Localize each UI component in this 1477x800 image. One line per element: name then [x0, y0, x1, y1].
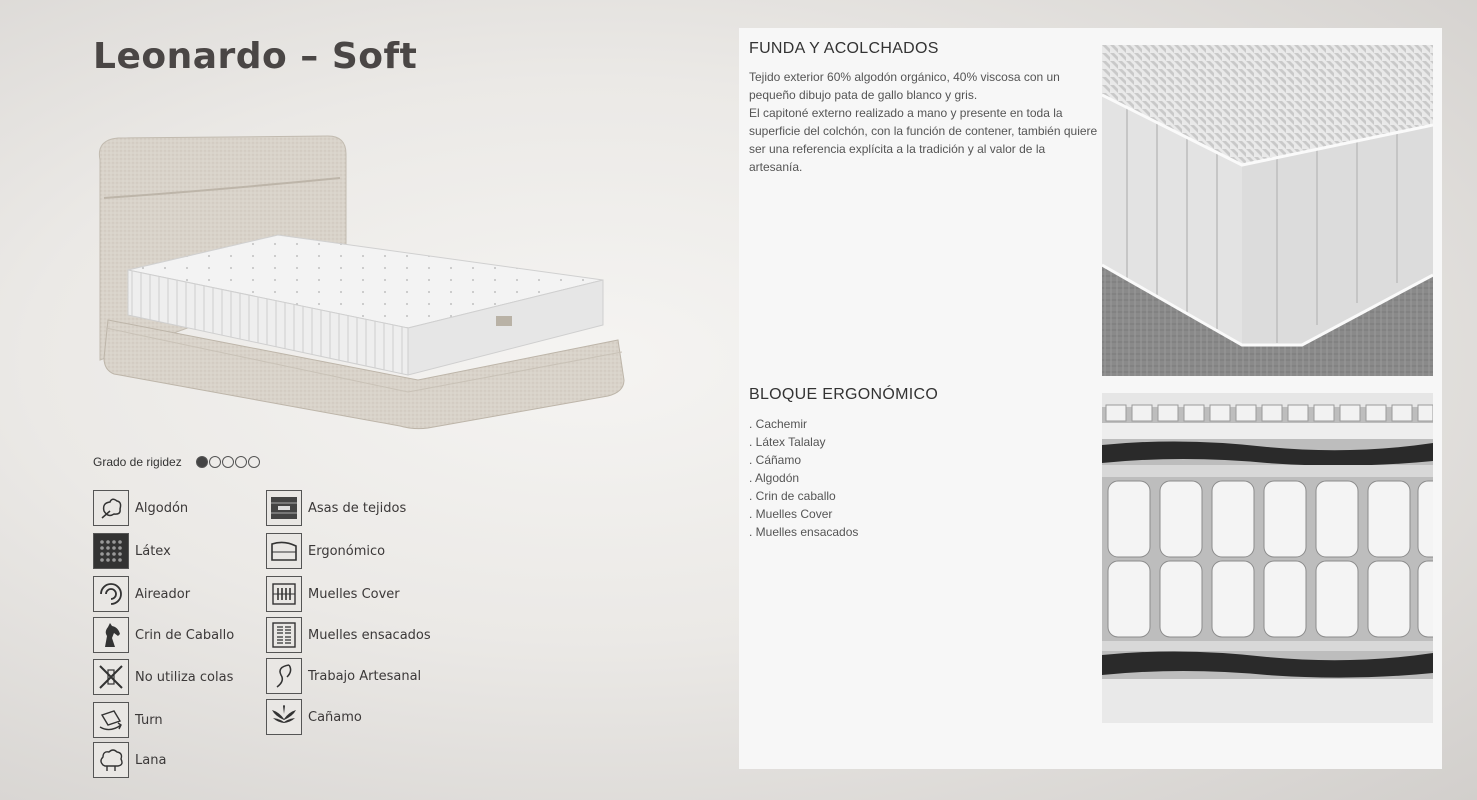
details-panel [739, 28, 1442, 769]
list-item: . Látex Talalay [749, 435, 826, 449]
ergonomic-block-photo [1102, 393, 1433, 723]
feature-latex: Látex [93, 533, 171, 569]
block-section-title: BLOQUE ERGONÓMICO [749, 386, 939, 403]
cover-springs-icon [266, 576, 302, 612]
cotton-icon [93, 490, 129, 526]
rigidity-dot [222, 456, 234, 468]
product-title: Leonardo – Soft [93, 36, 418, 77]
pocket-springs-icon [266, 617, 302, 653]
handcraft-icon [266, 658, 302, 694]
cover-section-title: FUNDA Y ACOLCHADOS [749, 40, 939, 57]
list-item: . Algodón [749, 471, 800, 485]
bed-image [88, 130, 638, 450]
feature-lana: Lana [93, 742, 166, 778]
rigidity-dot [235, 456, 247, 468]
list-item: . Cachemir [749, 417, 808, 431]
feature-crin: Crin de Caballo [93, 617, 234, 653]
turn-icon [93, 702, 129, 738]
feature-aireador: Aireador [93, 576, 190, 612]
handles-icon [266, 490, 302, 526]
rigidity-label: Grado de rigidez [93, 455, 182, 469]
feature-ergonomico: Ergonómico [266, 533, 385, 569]
horse-icon [93, 617, 129, 653]
feature-algodon: Algodón [93, 490, 188, 526]
wool-icon [93, 742, 129, 778]
cover-section-text: Tejido exterior 60% algodón orgánico, 40% viscosa con un pequeño dibujo pata de gallo blanco y gris. El capitoné externo realizado a mano y presente en toda la superficie del colchón, con la función de contener, también quiere ser una referencia explícita a la tradición y al valor de la artesanía. [749, 70, 1098, 174]
list-item: . Crin de caballo [749, 489, 836, 503]
airflow-icon [93, 576, 129, 612]
feature-no-colas: No utiliza colas [93, 659, 233, 695]
feature-muelles-ensacados: Muelles ensacados [266, 617, 431, 653]
list-item: . Muelles ensacados [749, 525, 859, 539]
rigidity-dot [209, 456, 221, 468]
feature-muelles-cover: Muelles Cover [266, 576, 400, 612]
list-item: . Muelles Cover [749, 507, 833, 521]
rigidity-scale [93, 455, 261, 469]
no-glue-icon [93, 659, 129, 695]
feature-artesanal: Trabajo Artesanal [266, 658, 421, 694]
mattress-corner-photo [1102, 45, 1433, 376]
block-section-list [749, 415, 1049, 541]
ergonomic-icon [266, 533, 302, 569]
feature-asas: Asas de tejidos [266, 490, 406, 526]
hemp-icon [266, 699, 302, 735]
rigidity-dot [196, 456, 208, 468]
feature-turn: Turn [93, 702, 163, 738]
latex-icon [93, 533, 129, 569]
feature-canamo: Cañamo [266, 699, 362, 735]
rigidity-dot [248, 456, 260, 468]
list-item: . Cáñamo [749, 453, 802, 467]
